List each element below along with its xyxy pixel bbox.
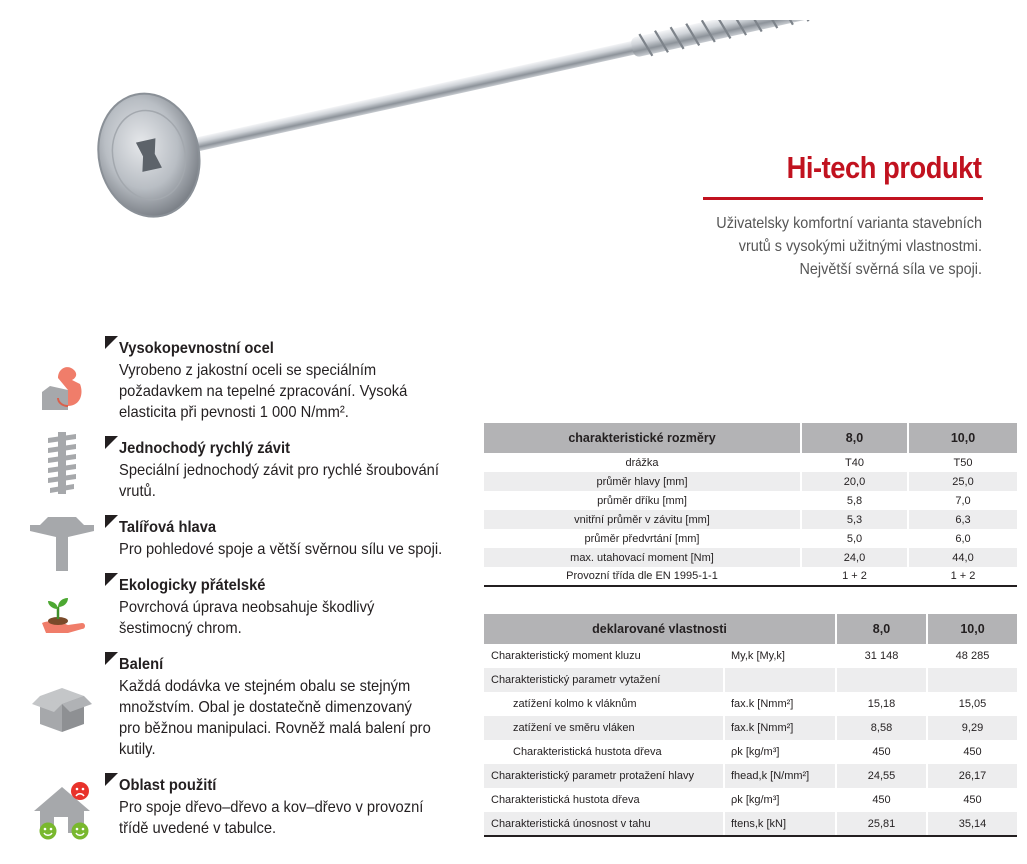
table-cell: 20,0 bbox=[801, 472, 908, 491]
table-cell: průměr předvrtání [mm] bbox=[584, 532, 700, 545]
table-cell bbox=[836, 668, 927, 692]
table-cell: ρk [kg/m³] bbox=[724, 788, 836, 812]
table-cell: 31 148 bbox=[836, 644, 927, 668]
feature-text-line: Povrchová úprava neobsahuje škodlivý bbox=[119, 599, 375, 616]
feature-packaging bbox=[0, 652, 470, 767]
table-row bbox=[484, 668, 1017, 692]
dimensions-table bbox=[484, 423, 1017, 587]
table-cell: fhead,k [N/mm²] bbox=[724, 764, 836, 788]
table-row bbox=[484, 472, 1017, 491]
table-cell: zatížení ve směru vláken bbox=[484, 716, 724, 740]
feature-plate-head bbox=[0, 515, 470, 570]
table-row bbox=[484, 453, 1017, 472]
feature-title: Oblast použití bbox=[119, 777, 217, 794]
table-cell: max. utahovací moment [Nm] bbox=[484, 548, 801, 567]
plant-in-hand-icon bbox=[28, 583, 96, 651]
hero-description-line: Uživatelsky komfortní varianta stavebních bbox=[716, 215, 982, 232]
table-cell: 1 + 2 bbox=[801, 567, 908, 586]
feature-text-line: elasticita při pevnosti 1 000 N/mm². bbox=[119, 404, 349, 421]
table-header-cell: deklarované vlastnosti bbox=[484, 614, 836, 644]
table-row bbox=[484, 716, 1017, 740]
table-row bbox=[484, 764, 1017, 788]
table-cell: 5,0 bbox=[801, 529, 908, 548]
feature-title: Vysokopevnostní ocel bbox=[119, 340, 274, 357]
table-cell: 450 bbox=[836, 788, 927, 812]
hero-description bbox=[652, 212, 982, 281]
table-row bbox=[484, 788, 1017, 812]
feature-text-line: Pro spoje dřevo–dřevo a kov–dřevo v provozní bbox=[119, 799, 424, 816]
feature-text-line: požadavkem na tepelné zpracování. Vysoká bbox=[119, 383, 408, 400]
table-cell: 8,58 bbox=[836, 716, 927, 740]
table-cell: Charakteristický parametr protažení hlavy bbox=[484, 764, 724, 788]
table-cell: 44,0 bbox=[908, 548, 1017, 567]
table-cell: 450 bbox=[836, 740, 927, 764]
feature-text bbox=[119, 539, 469, 560]
table-cell: Charakteristický moment kluzu bbox=[491, 650, 641, 662]
table-row bbox=[484, 548, 1017, 567]
table-cell: Charakteristická únosnost v tahu bbox=[484, 812, 724, 836]
table-row bbox=[484, 567, 1017, 586]
table-row bbox=[484, 644, 1017, 668]
section-marker bbox=[105, 573, 118, 586]
feature-text-line: kutily. bbox=[119, 741, 156, 758]
properties-table bbox=[484, 614, 1017, 837]
hero-description-line: vrutů s vysokými užitnými vlastnostmi. bbox=[738, 238, 982, 255]
table-cell bbox=[724, 668, 836, 692]
feature-text-line: šestimocný chrom. bbox=[119, 620, 242, 637]
table-cell: 6,0 bbox=[908, 529, 1017, 548]
table-cell: 15,05 bbox=[927, 692, 1017, 716]
table-header-cell: 8,0 bbox=[801, 423, 908, 453]
table-cell: ftens,k [kN] bbox=[724, 812, 836, 836]
feature-text-line: Vyrobeno z jakostní oceli se speciálním bbox=[119, 362, 377, 379]
feature-single-thread bbox=[0, 436, 470, 506]
section-marker bbox=[105, 436, 118, 449]
feature-title: Talířová hlava bbox=[119, 519, 217, 536]
feature-text-line: pro běžnou manipulaci. Rovněž malá balení pro bbox=[119, 720, 431, 737]
table-header-cell: 10,0 bbox=[927, 614, 1017, 644]
house-smileys-icon bbox=[28, 775, 102, 843]
table-row bbox=[484, 812, 1017, 836]
section-marker bbox=[105, 515, 118, 528]
table-cell: Provozní třída dle EN 1995-1-1 bbox=[484, 567, 801, 586]
strong-arm-icon bbox=[28, 354, 96, 422]
table-cell: 450 bbox=[927, 788, 1017, 812]
table-row bbox=[484, 529, 1017, 548]
section-marker bbox=[105, 652, 118, 665]
feature-application-area bbox=[0, 773, 470, 843]
section-marker bbox=[105, 336, 118, 349]
table-cell: 9,29 bbox=[927, 716, 1017, 740]
table-cell: T50 bbox=[908, 453, 1017, 472]
table-cell: fax.k [Nmm²] bbox=[724, 716, 836, 740]
table-header-row bbox=[484, 423, 1017, 453]
feature-text bbox=[119, 360, 469, 423]
table-cell: Charakteristická hustota dřeva bbox=[491, 794, 640, 806]
table-cell: 25,0 bbox=[908, 472, 1017, 491]
feature-title: Jednochodý rychlý závit bbox=[119, 440, 290, 457]
table-header-cell: charakteristické rozměry bbox=[484, 423, 801, 453]
table-cell: My,k [My,k] bbox=[724, 644, 836, 668]
table-row bbox=[484, 740, 1017, 764]
plate-head-icon bbox=[28, 509, 96, 577]
feature-high-strength-steel bbox=[0, 336, 470, 426]
table-cell: vnitřní průměr v závitu [mm] bbox=[484, 510, 801, 529]
feature-text bbox=[119, 797, 469, 839]
table-cell: fax.k [Nmm²] bbox=[724, 692, 836, 716]
table-header-cell: 8,0 bbox=[836, 614, 927, 644]
table-cell: 6,3 bbox=[908, 510, 1017, 529]
feature-title: Balení bbox=[119, 656, 164, 673]
hero-description-line: Největší svěrná síla ve spoji. bbox=[799, 261, 982, 278]
table-cell: 15,18 bbox=[836, 692, 927, 716]
feature-text-line: Každá dodávka ve stejném obalu se stejným bbox=[119, 678, 411, 695]
table-cell: 1 + 2 bbox=[908, 567, 1017, 586]
title-underline bbox=[703, 197, 983, 200]
table-cell: 5,3 bbox=[801, 510, 908, 529]
table-row bbox=[484, 510, 1017, 529]
table-cell: Charakteristická hustota dřeva bbox=[513, 746, 662, 758]
section-marker bbox=[105, 773, 118, 786]
table-cell: 450 bbox=[927, 740, 1017, 764]
box-icon bbox=[28, 674, 96, 742]
table-row bbox=[484, 491, 1017, 510]
table-cell: Charakteristický parametr vytažení bbox=[484, 668, 724, 692]
table-cell: 24,0 bbox=[801, 548, 908, 567]
table-cell: 26,17 bbox=[927, 764, 1017, 788]
table-cell: 5,8 bbox=[801, 491, 908, 510]
feature-text bbox=[119, 597, 469, 639]
table-cell: T40 bbox=[801, 453, 908, 472]
feature-text-line: množstvím. Obal je dostatečně dimenzovaný bbox=[119, 699, 412, 716]
feature-text-line: Speciální jednochodý závit pro rychlé šroubování bbox=[119, 462, 439, 479]
feature-title: Ekologicky přátelské bbox=[119, 577, 266, 594]
table-cell: 7,0 bbox=[908, 491, 1017, 510]
hero-title: Hi-tech produkt bbox=[787, 150, 982, 185]
table-header-row bbox=[484, 614, 1017, 644]
table-header-cell: 10,0 bbox=[908, 423, 1017, 453]
table-row bbox=[484, 692, 1017, 716]
table-cell bbox=[927, 668, 1017, 692]
feature-text-line: Pro pohledové spoje a větší svěrnou sílu ve spoji. bbox=[119, 541, 443, 558]
table-cell: průměr hlavy [mm] bbox=[484, 472, 801, 491]
feature-text-line: vrutů. bbox=[119, 483, 156, 500]
thread-icon bbox=[28, 430, 96, 498]
table-cell: 48 285 bbox=[927, 644, 1017, 668]
table-cell: zatížení kolmo k vláknům bbox=[513, 698, 637, 710]
feature-text-line: třídě uvedené v tabulce. bbox=[119, 820, 277, 837]
table-cell: ρk [kg/m³] bbox=[724, 740, 836, 764]
feature-text bbox=[119, 676, 469, 760]
table-cell: drážka bbox=[625, 456, 659, 469]
feature-text bbox=[119, 460, 469, 502]
table-cell: průměr dříku [mm] bbox=[597, 494, 687, 507]
table-cell: 35,14 bbox=[927, 812, 1017, 836]
table-cell: 24,55 bbox=[836, 764, 927, 788]
table-cell: 25,81 bbox=[836, 812, 927, 836]
feature-eco-friendly bbox=[0, 573, 470, 643]
